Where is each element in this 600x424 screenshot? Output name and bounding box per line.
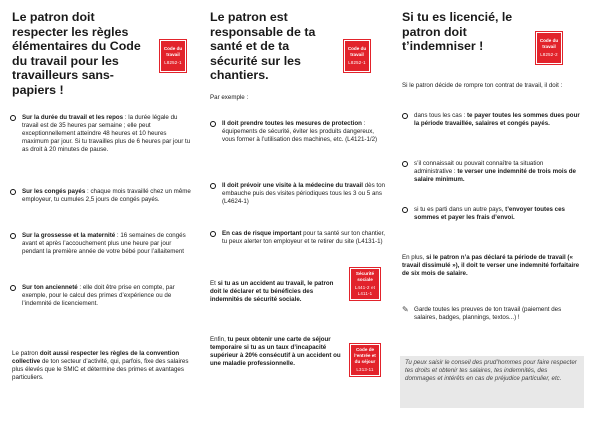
intro-text: Par exemple :	[210, 94, 249, 101]
footer-pre: Le patron	[12, 350, 40, 357]
circle-bullet-icon	[10, 285, 16, 291]
item-text: : 16 semaines de congés avant et après l’accouchement plus une heure par jour pendant la première année de votre bébé pour l’allaitement	[22, 232, 186, 256]
accident-paragraph	[210, 280, 344, 304]
column-1-title: Le patron doit respecter les règles élémentaires du Code du travail pour les travailleurs sans-papiers !	[12, 10, 141, 97]
circle-bullet-icon	[210, 121, 216, 127]
item-text: s’il connaissait ou pouvait connaître ta situation administrative :	[414, 160, 544, 176]
stamp-label: Code du travail	[347, 46, 367, 57]
column-licenciement	[398, 0, 586, 424]
stamp-code: L313-11	[356, 367, 374, 372]
item-bold: Il doit prévoir une visite à la médecine du travail	[222, 182, 363, 189]
footer-bold: doit aussi respecter les règles de la convention collective	[12, 350, 180, 366]
code-stamp-1	[160, 40, 186, 72]
item-text: : chaque mois travaillé chez un même employeur, tu cumules 2,5 jours de congés payés.	[22, 188, 191, 204]
circle-bullet-icon	[210, 183, 216, 189]
circle-bullet-icon	[402, 113, 408, 119]
item-bold: Sur la grossesse et la maternité	[22, 232, 116, 239]
para-pre: Enfin,	[210, 336, 228, 343]
item-bold: Sur les congés payés	[22, 188, 86, 195]
column-sans-papiers	[10, 0, 196, 424]
item-text: : équipements de sécurité, éviter les produits dangereux, vous former à l’utilisation des machines, etc. (L4121-1/2)	[222, 120, 378, 144]
keep-text: Garde toutes les preuves de ton travail (paiement des salaires, badges, plannings, textos...) !	[414, 306, 562, 322]
stamp-code: L8252-1	[164, 60, 182, 65]
column-2-title: Le patron est responsable de ta santé et de ta sécurité sur les chantiers.	[210, 10, 316, 83]
sejour-paragraph	[210, 336, 346, 368]
para-pre: En plus,	[402, 254, 427, 261]
column-sante-securite	[206, 0, 388, 424]
circle-bullet-icon	[10, 189, 16, 195]
code-stamp-2	[344, 40, 370, 72]
para-bold: si tu as un accident au travail, le patron doit le déclarer et tu bénéficies des indemnités de sécurité sociale.	[210, 280, 334, 304]
intro-text: Si le patron décide de rompre ton contrat de travail, il doit :	[402, 82, 563, 89]
stamp-code: L441-2 et L411-1	[354, 285, 376, 296]
circle-bullet-icon	[10, 115, 16, 121]
para-pre: Et	[210, 280, 218, 287]
para-bold: si le patron n’a pas déclaré ta période de travail (« travail dissimulé »), il doit te verser une indemnité forfaitaire de six mois de salaire.	[402, 254, 580, 278]
stamp-label: Sécurité sociale	[355, 271, 375, 282]
item-bold: te payer toutes les sommes dues pour la période travaillée, salaires et congés payés.	[414, 112, 580, 128]
circle-bullet-icon	[402, 207, 408, 213]
item-text: : elle doit être prise en compte, par exemple, pour le calcul des primes d’expérience ou de l’indemnité de licenciement.	[22, 284, 175, 308]
convention-paragraph	[12, 350, 194, 382]
stamp-label: Code du travail	[163, 46, 183, 57]
footer-post: de ton secteur d’activité, qui, parfois, fixe des salaires plus élevés que le SMIC et détermine des primes et avantages particuliers.	[12, 358, 189, 382]
circle-bullet-icon	[210, 231, 216, 237]
sejour-stamp	[350, 344, 380, 376]
item-text: : la durée légale du travail est de 35 heures par semaine ; elle peut exceptionnellement atteindre 48 heures et 10 heures maximum par jour. Si tu travailles plus de 6 heures par jour tu as droit à 20 minutes de pause.	[22, 114, 191, 154]
stamp-code: L8252-1	[348, 60, 366, 65]
item-bold: Il doit prendre toutes les mesures de protection	[222, 120, 362, 127]
stamp-code: L8252-2	[540, 52, 558, 57]
item-text: dans tous les cas :	[414, 112, 467, 119]
item-bold: Sur la durée du travail et les repos	[22, 114, 124, 121]
secu-stamp	[350, 268, 380, 300]
item-bold: En cas de risque important	[222, 230, 302, 237]
item-bold: Sur ton ancienneté	[22, 284, 78, 291]
item-text: pour ta santé sur ton chantier, tu peux alerter ton employeur et te retirer du site (L4131-1)	[222, 230, 386, 246]
column-3-title: Si tu es licencié, le patron doit t’indemniser !	[402, 10, 513, 54]
prudhommes-box: Tu peux saisir le conseil des prud’hommes pour faire respecter tes droits et obtenir tes salaires, tes indemnités, des dommages et intérêts en cas de préjudice particulier, etc.	[400, 356, 584, 408]
circle-bullet-icon	[402, 161, 408, 167]
stamp-label: Code de l’entrée et du séjour	[354, 347, 376, 364]
travail-dissimule-paragraph	[402, 254, 582, 278]
stamp-label: Code du travail	[539, 38, 559, 49]
code-stamp-3	[536, 32, 562, 64]
para-bold: tu peux obtenir une carte de séjour temporaire si tu as un taux d’incapacité supérieur à 20% consécutif à un accident ou une maladie professionnelle.	[210, 336, 341, 368]
item-bold: te verser une indemnité de trois mois de salaire minimum.	[414, 168, 576, 184]
circle-bullet-icon	[10, 233, 16, 239]
item-bold: t’envoyer toutes ces sommes et payer les frais d’envoi.	[414, 206, 565, 222]
item-text: si tu es parti dans un autre pays,	[414, 206, 506, 213]
pen-icon: ✎	[402, 305, 409, 314]
item-text: dès ton embauche puis des visites périodiques tous les 3 ou 5 ans (L4624-1)	[222, 182, 386, 206]
